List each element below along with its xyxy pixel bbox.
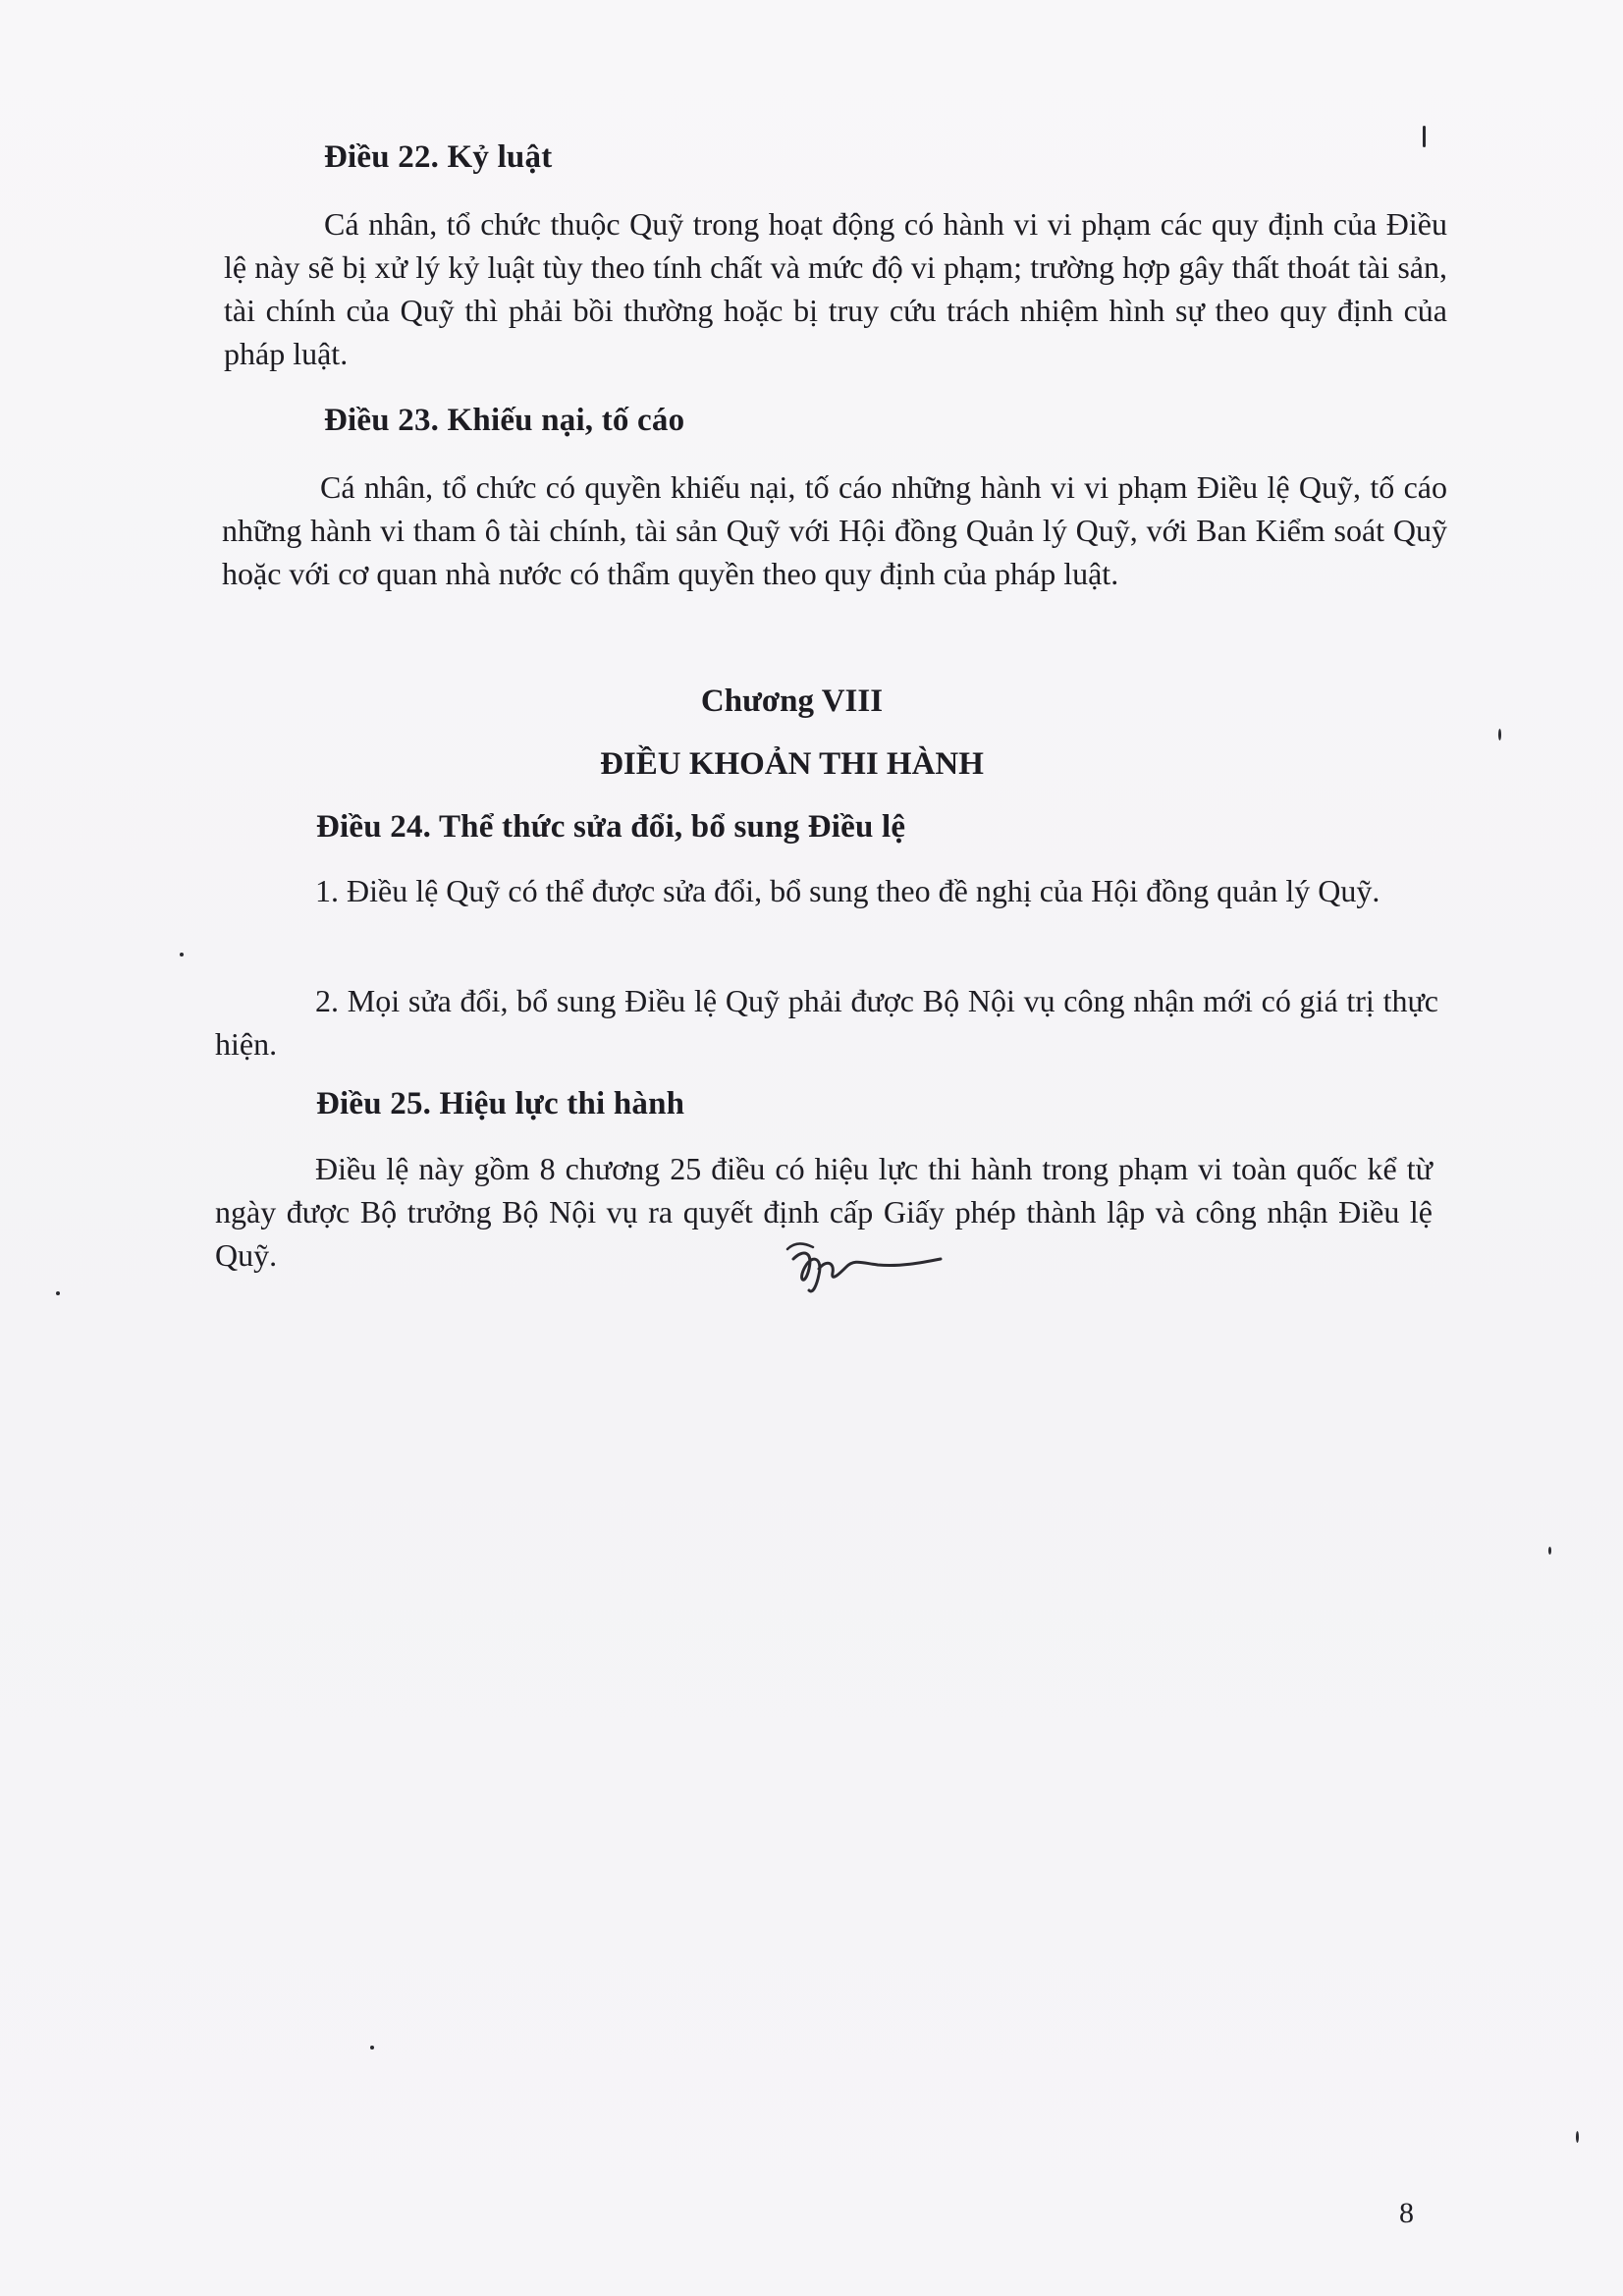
article-24-clause-2: 2. Mọi sửa đổi, bổ sung Điều lệ Quỹ phải được Bộ Nội vụ công nhận mới có giá trị thực hiện.	[215, 983, 1438, 1062]
page-number: 8	[1399, 2197, 1414, 2229]
scan-speck	[370, 2046, 374, 2050]
scan-speck	[1576, 2131, 1579, 2143]
chapter-title: ĐIỀU KHOẢN THI HÀNH	[600, 746, 984, 782]
article-23-title: Điều 23. Khiếu nại, tố cáo	[324, 403, 685, 438]
scan-speck	[180, 953, 184, 957]
article-25-title: Điều 25. Hiệu lực thi hành	[316, 1086, 685, 1121]
article-24-title: Điều 24. Thể thức sửa đổi, bổ sung Điều lệ	[316, 809, 906, 845]
article-22-body: Cá nhân, tổ chức thuộc Quỹ trong hoạt động có hành vi vi phạm các quy định của Điều lệ này sẽ bị xử lý kỷ luật tùy theo tính chất và mức độ vi phạm; trường hợp gây thất thoát tài sản, tài chính của Quỹ thì phải bồi thường hoặc bị truy cứu trách nhiệm hình sự theo quy định của pháp luật.	[224, 206, 1447, 371]
article-23-body: Cá nhân, tổ chức có quyền khiếu nại, tố cáo những hành vi vi phạm Điều lệ Quỹ, tố cáo những hành vi tham ô tài chính, tài sản Quỹ với Hội đồng Quản lý Quỹ, với Ban Kiểm soát Quỹ hoặc với cơ quan nhà nước có thẩm quyền theo quy định của pháp luật.	[222, 469, 1447, 591]
scan-speck	[56, 1291, 60, 1295]
scan-speck	[1498, 729, 1501, 740]
scan-speck	[1548, 1547, 1551, 1555]
scan-mark	[1423, 126, 1426, 147]
article-25-body: Điều lệ này gồm 8 chương 25 điều có hiệu lực thi hành trong phạm vi toàn quốc kể từ ngày được Bộ trưởng Bộ Nội vụ ra quyết định cấp Giấy phép thành lập và công nhận Điều lệ Quỹ.	[215, 1151, 1433, 1273]
chapter-number: Chương VIII	[700, 683, 884, 719]
article-24-clause-1: 1. Điều lệ Quỹ có thể được sửa đổi, bổ sung theo đề nghị của Hội đồng quản lý Quỹ.	[315, 873, 1380, 908]
article-22-title: Điều 22. Kỷ luật	[324, 139, 553, 175]
initials-signature	[784, 1230, 950, 1298]
